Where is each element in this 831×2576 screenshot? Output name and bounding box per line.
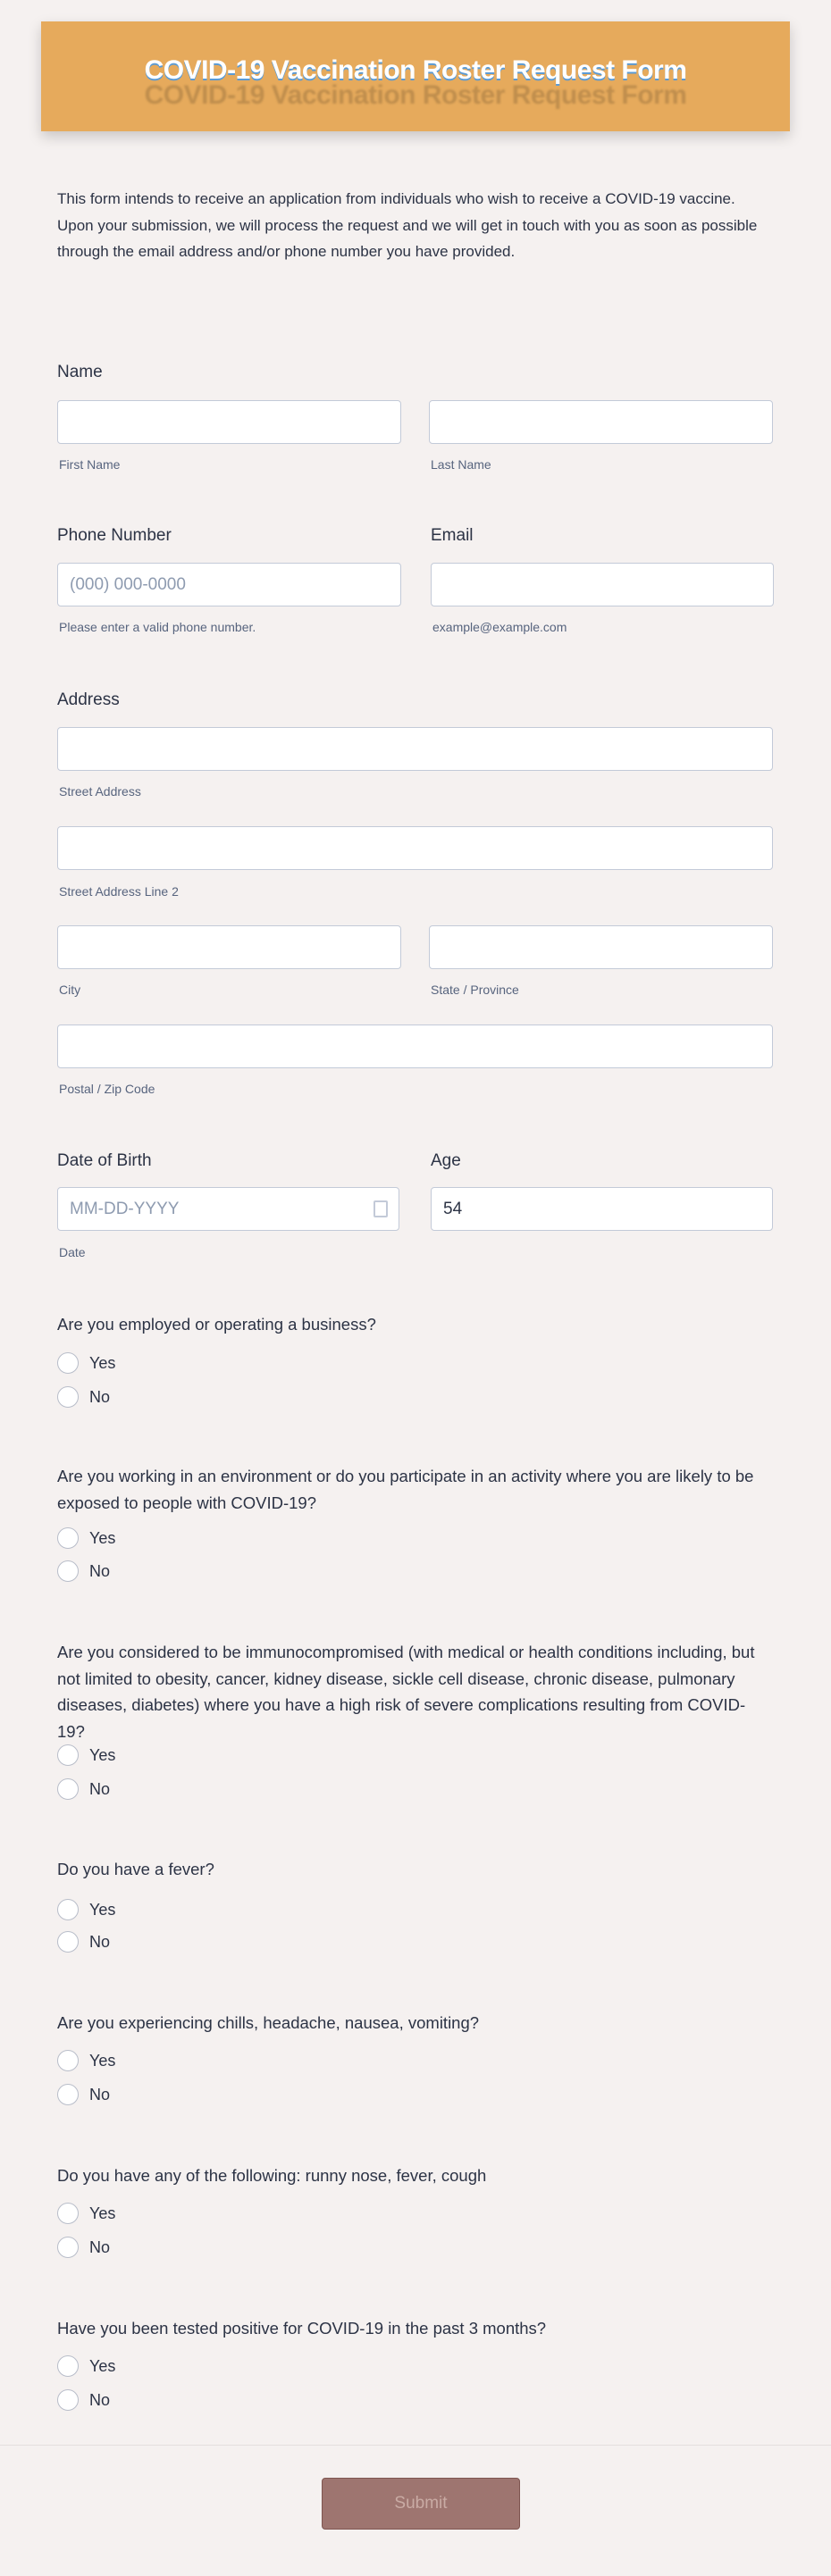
option-label: No	[89, 2390, 111, 2409]
question-1-yes[interactable]	[57, 1352, 115, 1374]
dob-placeholder: MM-DD-YYYY	[70, 1200, 180, 1218]
radio-button[interactable]	[57, 1386, 79, 1408]
option-label: Yes	[89, 1745, 116, 1764]
age-label: Age	[431, 1151, 461, 1170]
option-label: Yes	[89, 1900, 116, 1919]
last-name-sublabel: Last Name	[431, 457, 491, 472]
question-1-no[interactable]	[57, 1386, 110, 1408]
radio-button[interactable]	[57, 1527, 79, 1549]
phone-label: Phone Number	[57, 526, 172, 545]
email-sublabel: example@example.com	[432, 620, 567, 634]
street-address-input[interactable]	[57, 727, 773, 771]
question-2: Are you working in an environment or do you participate in an activity where you are likely to be exposed to people with COVID-19?	[57, 1467, 754, 1512]
address-label: Address	[57, 690, 120, 709]
dob-sublabel: Date	[59, 1245, 86, 1259]
radio-button[interactable]	[57, 1744, 79, 1766]
form-header	[41, 21, 790, 131]
question-7: Have you been tested positive for COVID-19 in the past 3 months?	[57, 2319, 547, 2338]
option-label: No	[89, 1387, 111, 1406]
dob-label: Date of Birth	[57, 1151, 152, 1170]
form-title-reflection: COVID-19 Vaccination Roster Request Form	[144, 80, 687, 110]
first-name-input[interactable]	[57, 400, 401, 444]
phone-input[interactable]: (000) 000-0000	[57, 563, 401, 606]
calendar-icon[interactable]	[374, 1200, 388, 1217]
street-address-2-sublabel: Street Address Line 2	[59, 884, 179, 899]
phone-sublabel: Please enter a valid phone number.	[59, 620, 256, 634]
question-4-no[interactable]	[57, 1931, 110, 1953]
question-5-yes[interactable]	[57, 2050, 115, 2071]
footer-divider	[0, 2445, 831, 2446]
option-label: Yes	[89, 2356, 116, 2375]
submit-button[interactable]: Submit	[322, 2478, 520, 2530]
name-label: Name	[57, 363, 103, 381]
radio-button[interactable]	[57, 1560, 79, 1582]
first-name-sublabel: First Name	[59, 457, 121, 472]
question-6-no[interactable]	[57, 2237, 110, 2258]
street-address-2-input[interactable]	[57, 826, 773, 870]
option-label: Yes	[89, 1353, 116, 1372]
question-5: Are you experiencing chills, headache, nausea, vomiting?	[57, 2013, 480, 2032]
city-sublabel: City	[59, 983, 81, 997]
email-input[interactable]	[431, 563, 774, 606]
question-3: Are you considered to be immunocompromised (with medical or health conditions including, but not limited to obesity, cancer, kidney disease, sickle cell disease, chronic disease, pulmonary diseases, diabetes) where you have a high risk of severe complications resulting from COVID-19?	[57, 1643, 755, 1741]
radio-button[interactable]	[57, 1931, 79, 1953]
question-1: Are you employed or operating a business?	[57, 1315, 376, 1334]
option-label: No	[89, 2237, 111, 2256]
radio-button[interactable]	[57, 2203, 79, 2224]
form-title: COVID-19 Vaccination Roster Request Form	[144, 55, 687, 85]
state-input[interactable]	[429, 925, 773, 969]
postal-sublabel: Postal / Zip Code	[59, 1082, 155, 1096]
question-5-no[interactable]	[57, 2084, 110, 2105]
street-address-sublabel: Street Address	[59, 784, 141, 799]
question-6: Do you have any of the following: runny nose, fever, cough	[57, 2166, 487, 2185]
question-3-no[interactable]	[57, 1778, 110, 1800]
question-4-yes[interactable]	[57, 1899, 115, 1920]
state-sublabel: State / Province	[431, 983, 519, 997]
form-description: This form intends to receive an application from individuals who wish to receive a COVID-19 vaccine. Upon your submission, we will process the request and we will get in touch with you as soon as possible through the email address and/or phone number you have provided.	[57, 190, 758, 260]
email-label: Email	[431, 526, 474, 545]
option-label: Yes	[89, 2204, 116, 2222]
question-6-yes[interactable]	[57, 2203, 115, 2224]
radio-button[interactable]	[57, 1778, 79, 1800]
radio-button[interactable]	[57, 1899, 79, 1920]
option-label: Yes	[89, 1528, 116, 1547]
option-label: Yes	[89, 2051, 116, 2070]
radio-button[interactable]	[57, 2355, 79, 2377]
dob-input[interactable]	[57, 1187, 399, 1231]
question-7-no[interactable]	[57, 2389, 110, 2411]
option-label: No	[89, 1779, 111, 1798]
option-label: No	[89, 1932, 111, 1951]
question-2-no[interactable]	[57, 1560, 110, 1582]
postal-input[interactable]	[57, 1025, 773, 1068]
option-label: No	[89, 1561, 111, 1580]
last-name-input[interactable]	[429, 400, 773, 444]
radio-button[interactable]	[57, 2237, 79, 2258]
question-4: Do you have a fever?	[57, 1860, 214, 1878]
question-3-yes[interactable]	[57, 1744, 115, 1766]
radio-button[interactable]	[57, 2389, 79, 2411]
question-7-yes[interactable]	[57, 2355, 115, 2377]
radio-button[interactable]	[57, 2084, 79, 2105]
option-label: No	[89, 2085, 111, 2103]
question-2-yes[interactable]	[57, 1527, 115, 1549]
radio-button[interactable]	[57, 1352, 79, 1374]
radio-button[interactable]	[57, 2050, 79, 2071]
city-input[interactable]	[57, 925, 401, 969]
age-input[interactable]: 54	[431, 1187, 773, 1231]
